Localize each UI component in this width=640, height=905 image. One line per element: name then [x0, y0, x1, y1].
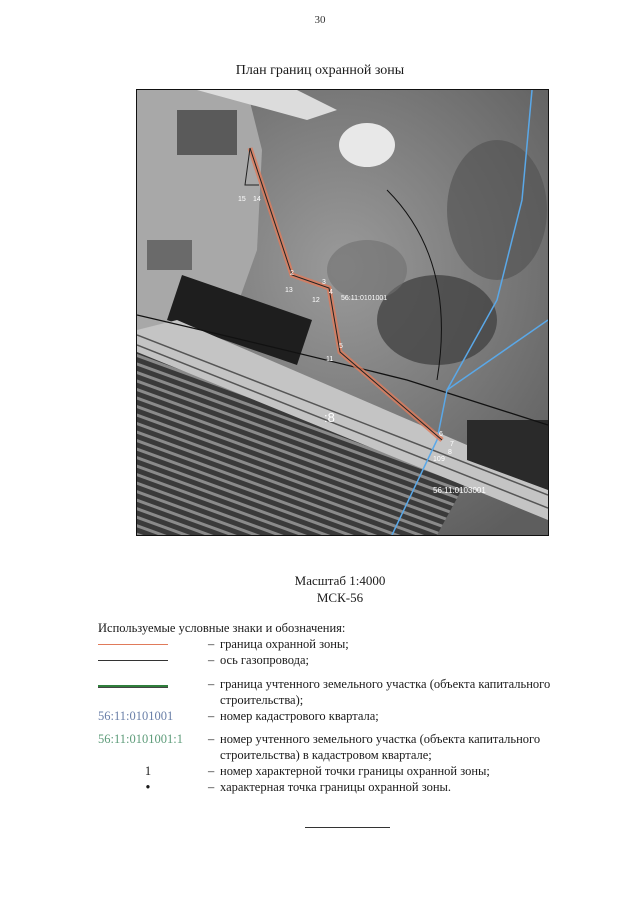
legend-dash: –: [208, 764, 215, 778]
legend-dash: –: [208, 637, 215, 651]
point-label: 12: [312, 297, 320, 304]
legend-text: граница учтенного земельного участка (объекта капитального строительства);: [220, 677, 551, 707]
legend-text: номер учтенного земельного участка (объекта капитального строительства) в кадастровом квартале;: [220, 732, 541, 762]
point-label: 8: [448, 449, 452, 456]
trees: [327, 240, 407, 300]
legend-symbol: 56:11:0101001:1: [98, 732, 183, 746]
scale-text: Масштаб 1:4000: [294, 573, 386, 588]
round-field: [339, 123, 395, 167]
legend-symbol: [98, 763, 203, 779]
point-label: 3: [322, 279, 326, 286]
legend-text: граница охранной зоны;: [220, 637, 349, 651]
legend-item: [98, 676, 598, 708]
legend-text: ось газопровода;: [220, 653, 310, 667]
legend-item: [98, 731, 598, 763]
legend-dash: –: [208, 780, 215, 794]
bottom-rule: [305, 827, 390, 828]
legend-item: [98, 636, 598, 652]
point-label: 4: [329, 289, 333, 296]
quarter-label: 56:11:0101001: [341, 295, 388, 302]
point-label: 13: [285, 287, 293, 294]
parcel-line-symbol: [98, 685, 168, 687]
scale-block: [0, 572, 640, 606]
legend-text: номер характерной точки границы охранной зоны;: [220, 764, 490, 778]
legend-symbol: [98, 779, 203, 795]
legend-heading: Используемые условные знаки и обозначения:: [98, 621, 346, 635]
point-label: 14: [253, 196, 261, 203]
point-label: 7: [450, 441, 454, 448]
legend-symbol: [98, 652, 203, 661]
point-label: 5: [339, 343, 343, 350]
page-title: План границ охранной зоны: [235, 63, 405, 78]
legend-symbol: [98, 636, 203, 645]
building: [147, 240, 192, 270]
crs-text: МСК-56: [316, 590, 364, 605]
quarter-label: 56:11:0103001: [433, 486, 486, 495]
point-label: 2: [290, 270, 294, 277]
point-label: 10: [433, 456, 441, 463]
axis-line-symbol: [98, 660, 168, 661]
legend-item: [98, 708, 598, 724]
point-number-symbol: 1: [144, 764, 152, 778]
legend-item: [98, 763, 598, 779]
point-label: 9: [441, 456, 445, 463]
legend: [98, 620, 598, 795]
point-dot-symbol: •: [145, 780, 151, 794]
map-canvas: [137, 90, 548, 535]
trees: [447, 140, 547, 280]
page-number: 30: [314, 14, 326, 26]
satellite-map: [136, 89, 549, 536]
legend-item: [98, 652, 598, 668]
legend-text: характерная точка границы охранной зоны.: [220, 780, 452, 794]
legend-dash: –: [208, 677, 215, 691]
legend-dash: –: [208, 653, 215, 667]
point-label: 15: [238, 196, 246, 203]
legend-text: номер кадастрового квартала;: [220, 709, 379, 723]
legend-item: [98, 779, 598, 795]
zone-line-symbol: [98, 644, 168, 645]
legend-dash: –: [208, 732, 215, 746]
legend-dash: –: [208, 709, 215, 723]
point-label: 6: [439, 431, 443, 438]
point-label: 11: [326, 356, 334, 363]
legend-symbol: [98, 676, 203, 687]
building: [177, 110, 237, 155]
parcel-label: :8: [324, 410, 335, 425]
legend-symbol: 56:11:0101001: [98, 709, 174, 723]
